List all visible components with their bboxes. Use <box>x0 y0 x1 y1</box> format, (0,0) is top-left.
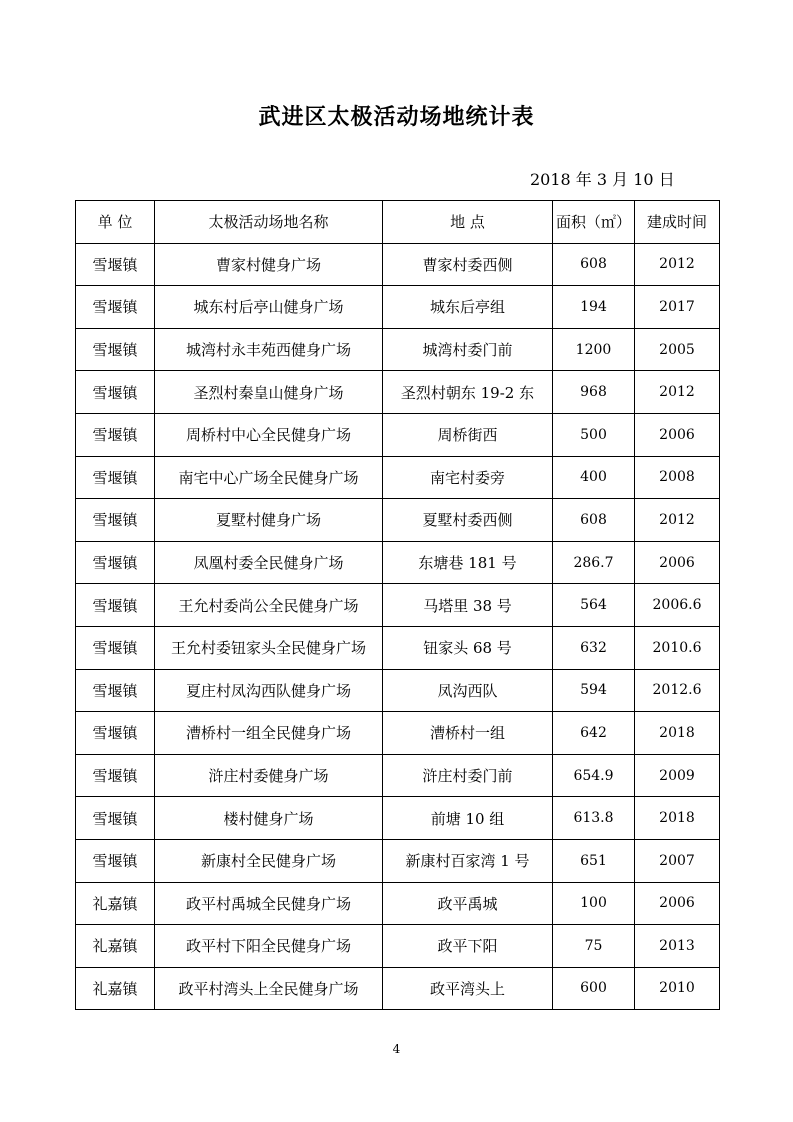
table-row <box>76 754 720 797</box>
cell-unit: 雪堰镇 <box>76 839 155 882</box>
cell-location: 浒庄村委门前 <box>383 754 553 797</box>
cell-unit: 雪堰镇 <box>76 499 155 542</box>
cell-location: 政平禹城 <box>383 882 553 925</box>
cell-unit: 雪堰镇 <box>76 754 155 797</box>
cell-location: 城东后亭组 <box>383 286 553 329</box>
cell-venue-name: 浒庄村委健身广场 <box>155 754 383 797</box>
cell-area: 651 <box>553 839 635 882</box>
cell-location: 马塔里 38 号 <box>383 584 553 627</box>
cell-unit: 雪堰镇 <box>76 413 155 456</box>
header-built-year: 建成时间 <box>635 201 720 244</box>
cell-unit: 雪堰镇 <box>76 669 155 712</box>
table-row <box>76 499 720 542</box>
cell-location: 新康村百家湾 1 号 <box>383 839 553 882</box>
cell-built-year: 2007 <box>635 839 720 882</box>
table-row <box>76 839 720 882</box>
cell-venue-name: 政平村下阳全民健身广场 <box>155 925 383 968</box>
page-number: 4 <box>392 1042 401 1056</box>
cell-area: 75 <box>553 925 635 968</box>
cell-area: 500 <box>553 413 635 456</box>
cell-built-year: 2012 <box>635 243 720 286</box>
cell-built-year: 2008 <box>635 456 720 499</box>
table-row <box>76 797 720 840</box>
header-location: 地 点 <box>383 201 553 244</box>
cell-area: 594 <box>553 669 635 712</box>
table-row <box>76 967 720 1010</box>
cell-area: 400 <box>553 456 635 499</box>
table-row <box>76 584 720 627</box>
header-area: 面积（㎡） <box>553 201 635 244</box>
table-row <box>76 328 720 371</box>
cell-area: 613.8 <box>553 797 635 840</box>
table-header-row <box>76 201 720 244</box>
cell-venue-name: 楼村健身广场 <box>155 797 383 840</box>
cell-venue-name: 王允村委钮家头全民健身广场 <box>155 626 383 669</box>
cell-venue-name: 政平村湾头上全民健身广场 <box>155 967 383 1010</box>
cell-location: 前塘 10 组 <box>383 797 553 840</box>
cell-built-year: 2018 <box>635 797 720 840</box>
table-row <box>76 413 720 456</box>
cell-built-year: 2006 <box>635 541 720 584</box>
cell-built-year: 2017 <box>635 286 720 329</box>
venue-statistics-table <box>75 200 720 1010</box>
cell-location: 凤沟西队 <box>383 669 553 712</box>
cell-location: 南宅村委旁 <box>383 456 553 499</box>
cell-venue-name: 城湾村永丰苑西健身广场 <box>155 328 383 371</box>
cell-area: 632 <box>553 626 635 669</box>
cell-area: 608 <box>553 243 635 286</box>
cell-location: 漕桥村一组 <box>383 712 553 755</box>
cell-venue-name: 新康村全民健身广场 <box>155 839 383 882</box>
cell-location: 城湾村委门前 <box>383 328 553 371</box>
cell-location: 东塘巷 181 号 <box>383 541 553 584</box>
table-row <box>76 541 720 584</box>
cell-unit: 礼嘉镇 <box>76 967 155 1010</box>
table-row <box>76 286 720 329</box>
cell-location: 夏墅村委西侧 <box>383 499 553 542</box>
cell-unit: 雪堰镇 <box>76 584 155 627</box>
cell-built-year: 2006 <box>635 882 720 925</box>
cell-unit: 雪堰镇 <box>76 712 155 755</box>
cell-unit: 礼嘉镇 <box>76 925 155 968</box>
cell-unit: 雪堰镇 <box>76 541 155 584</box>
cell-unit: 雪堰镇 <box>76 328 155 371</box>
cell-built-year: 2012 <box>635 371 720 414</box>
table-row <box>76 882 720 925</box>
cell-unit: 雪堰镇 <box>76 286 155 329</box>
header-venue-name: 太极活动场地名称 <box>155 201 383 244</box>
cell-venue-name: 南宅中心广场全民健身广场 <box>155 456 383 499</box>
cell-built-year: 2006 <box>635 413 720 456</box>
cell-unit: 雪堰镇 <box>76 456 155 499</box>
cell-built-year: 2012.6 <box>635 669 720 712</box>
cell-location: 曹家村委西侧 <box>383 243 553 286</box>
cell-built-year: 2013 <box>635 925 720 968</box>
cell-area: 100 <box>553 882 635 925</box>
cell-unit: 礼嘉镇 <box>76 882 155 925</box>
cell-venue-name: 漕桥村一组全民健身广场 <box>155 712 383 755</box>
cell-venue-name: 城东村后亭山健身广场 <box>155 286 383 329</box>
cell-venue-name: 圣烈村秦皇山健身广场 <box>155 371 383 414</box>
cell-built-year: 2012 <box>635 499 720 542</box>
table-body <box>76 243 720 1010</box>
cell-built-year: 2010 <box>635 967 720 1010</box>
cell-venue-name: 夏墅村健身广场 <box>155 499 383 542</box>
cell-venue-name: 曹家村健身广场 <box>155 243 383 286</box>
cell-built-year: 2009 <box>635 754 720 797</box>
cell-area: 1200 <box>553 328 635 371</box>
table-row <box>76 925 720 968</box>
cell-built-year: 2010.6 <box>635 626 720 669</box>
table-row <box>76 243 720 286</box>
cell-location: 钮家头 68 号 <box>383 626 553 669</box>
cell-unit: 雪堰镇 <box>76 371 155 414</box>
cell-area: 286.7 <box>553 541 635 584</box>
table-row <box>76 371 720 414</box>
header-unit: 单 位 <box>76 201 155 244</box>
cell-unit: 雪堰镇 <box>76 797 155 840</box>
cell-venue-name: 凤凰村委全民健身广场 <box>155 541 383 584</box>
cell-area: 194 <box>553 286 635 329</box>
cell-area: 968 <box>553 371 635 414</box>
cell-unit: 雪堰镇 <box>76 626 155 669</box>
cell-location: 政平下阳 <box>383 925 553 968</box>
cell-venue-name: 王允村委尚公全民健身广场 <box>155 584 383 627</box>
table-row <box>76 712 720 755</box>
cell-unit: 雪堰镇 <box>76 243 155 286</box>
table-row <box>76 456 720 499</box>
report-date: 2018 年 3 月 10 日 <box>530 170 675 189</box>
cell-location: 政平湾头上 <box>383 967 553 1010</box>
cell-area: 654.9 <box>553 754 635 797</box>
cell-area: 600 <box>553 967 635 1010</box>
cell-area: 608 <box>553 499 635 542</box>
table-row <box>76 626 720 669</box>
cell-area: 564 <box>553 584 635 627</box>
cell-area: 642 <box>553 712 635 755</box>
cell-built-year: 2018 <box>635 712 720 755</box>
cell-venue-name: 夏庄村凤沟西队健身广场 <box>155 669 383 712</box>
cell-venue-name: 政平村禹城全民健身广场 <box>155 882 383 925</box>
cell-location: 周桥街西 <box>383 413 553 456</box>
cell-location: 圣烈村朝东 19-2 东 <box>383 371 553 414</box>
table-row <box>76 669 720 712</box>
cell-venue-name: 周桥村中心全民健身广场 <box>155 413 383 456</box>
page-title: 武进区太极活动场地统计表 <box>258 104 535 130</box>
cell-built-year: 2005 <box>635 328 720 371</box>
cell-built-year: 2006.6 <box>635 584 720 627</box>
